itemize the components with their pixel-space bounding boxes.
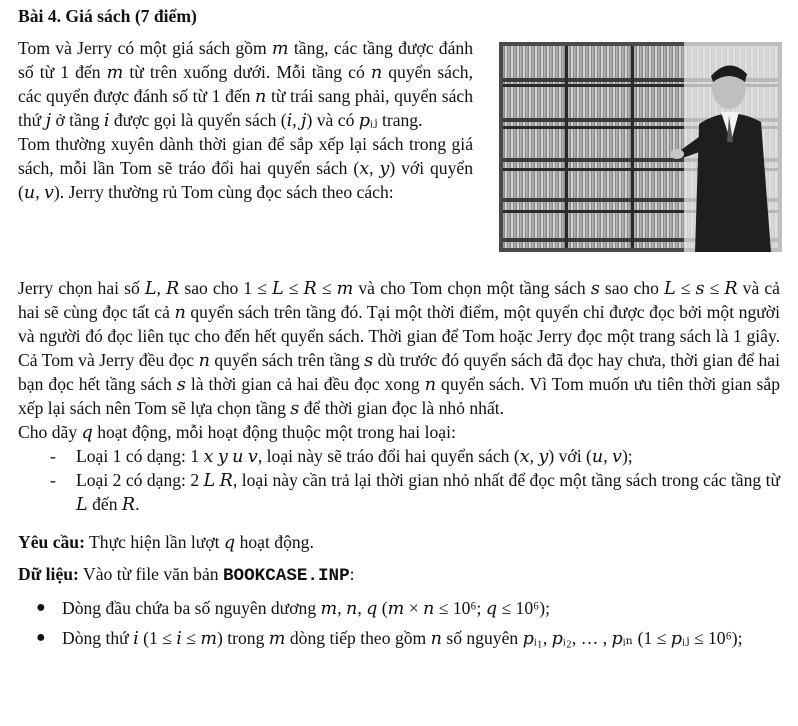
requirement-label: Yêu cầu:: [18, 532, 85, 552]
input-line: [18, 562, 780, 588]
operation-text: Loại 1 có dạng: 1 𝑥 𝑦 𝑢 𝑣, loại này sẽ tráo đổi hai quyển sách (𝑥, 𝑦) với (𝑢, 𝑣);: [76, 446, 633, 466]
input-filename: BOOKCASE.INP: [222, 566, 350, 586]
list-dash-marker: -: [50, 470, 56, 490]
intro-section: [18, 36, 780, 276]
operations-intro: Cho dãy 𝑞 hoạt động, mỗi hoạt động thuộc một trong hai loại:: [18, 422, 456, 442]
input-spec-text: Dòng đầu chứa ba số nguyên dương 𝑚, 𝑛, 𝑞 (𝑚 × 𝑛 ≤ 10⁶; 𝑞 ≤ 10⁶);: [62, 598, 551, 618]
operation-type-1: [18, 444, 780, 468]
operation-text: Loại 2 có dạng: 2 𝐿 𝑅, loại này cần trả lại thời gian nhỏ nhất để đọc một tầng sách trong các tầng từ 𝐿 đến 𝑅.: [76, 470, 780, 514]
bullet-marker: ●: [36, 629, 46, 646]
photo-man-at-bookcase: [499, 42, 782, 252]
list-dash-marker: -: [50, 446, 56, 466]
input-spec-item: [18, 596, 780, 620]
problem-body: [18, 276, 780, 650]
problem-page: [18, 4, 780, 656]
input-text: Vào từ file văn bản: [78, 564, 223, 584]
intro-paragraph-1: Tom và Jerry có một giá sách gồm 𝑚 tầng, các tầng được đánh số từ 1 đến 𝑚 từ trên xuống dưới. Mỗi tầng có 𝑛 quyển sách, các quyển được đánh số từ 1 đến 𝑛 từ trái sang phải, quyển sách thứ 𝑗 ở tầng 𝑖 được gọi là quyển sách (𝑖, 𝑗) và có 𝑝ᵢⱼ trang.: [18, 38, 473, 130]
input-spec-list: [18, 596, 780, 650]
bullet-marker: ●: [36, 599, 46, 616]
input-label: Dữ liệu:: [18, 564, 79, 584]
input-tail: :: [349, 564, 355, 584]
intro-text: [18, 36, 473, 204]
requirement-line: [18, 530, 780, 554]
input-spec-item: [18, 626, 780, 650]
problem-title: Bài 4. Giá sách (7 điểm): [18, 6, 197, 26]
bookcase-photo-illustration: [499, 42, 782, 252]
requirement-text: Thực hiện lần lượt 𝑞 hoạt động.: [84, 532, 314, 552]
intro-paragraph-2: Tom thường xuyên dành thời gian để sắp xếp lại sách trong giá sách, mỗi lần Tom sẽ tráo đổi hai quyển sách (𝑥, 𝑦) với quyển (𝑢, 𝑣). Jerry thường rủ Tom cùng đọc sách theo cách:: [18, 134, 473, 202]
operations-list: [18, 444, 780, 516]
main-paragraph: Jerry chọn hai số 𝐿, 𝑅 sao cho 1 ≤ 𝐿 ≤ 𝑅 ≤ 𝑚 và cho Tom chọn một tầng sách 𝑠 sao cho 𝐿 ≤ 𝑠 ≤ 𝑅 và cả hai sẽ cùng đọc tất cả 𝑛 quyển sách trên tầng đó. Tại một thời điểm, một quyển chỉ được đọc bởi một người và người đó đọc liên tục cho đến hết quyển sách. Thời gian để Tom hoặc Jerry đọc một trang sách là 1 giây. Cả Tom và Jerry đều đọc 𝑛 quyển sách trên tầng 𝑠 dù trước đó quyển sách đã đọc hay chưa, thời gian để hai bạn đọc hết tầng sách 𝑠 là thời gian cả hai đều đọc xong 𝑛 quyển sách. Vì Tom muốn ưu tiên thời gian sắp xếp lại sách nên Tom sẽ lựa chọn tầng 𝑠 để thời gian đọc là nhỏ nhất.: [18, 278, 780, 418]
input-spec-text: Dòng thứ 𝑖 (1 ≤ 𝑖 ≤ 𝑚) trong 𝑚 dòng tiếp theo gồm 𝑛 số nguyên 𝑝ᵢ₁, 𝑝ᵢ₂, … , 𝑝ᵢₙ (1 ≤ 𝑝ᵢⱼ ≤ 10⁶);: [62, 628, 743, 648]
operation-type-2: [18, 468, 780, 516]
